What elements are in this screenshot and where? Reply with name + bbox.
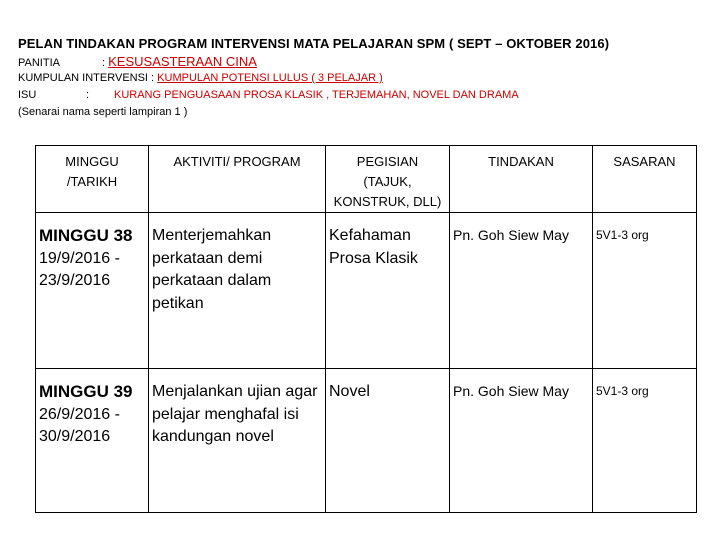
date-start: 26/9/2016 -	[39, 405, 120, 423]
panitia-line	[18, 54, 257, 69]
cell-pegisian: Kefahaman Prosa Klasik	[326, 213, 450, 369]
week-label: MINGGU 39	[39, 382, 133, 401]
header-minggu-line1: MINGGU	[65, 154, 119, 169]
header-tindakan-label: TINDAKAN	[488, 154, 554, 169]
date-start: 19/9/2016 -	[39, 249, 120, 267]
cell-sasaran: 5V1-3 org	[593, 213, 697, 369]
header-tindakan	[450, 146, 593, 213]
header-sasaran	[593, 146, 697, 213]
date-end: 23/9/2016	[39, 272, 111, 289]
date-end: 30/9/2016	[39, 428, 111, 445]
week-label: MINGGU 38	[39, 226, 133, 245]
cell-week-date	[36, 369, 149, 513]
header-pegisian-line3: KONSTRUK, DLL)	[333, 194, 442, 209]
header-pegisian-line2: (TAJUK,	[363, 174, 412, 189]
header-minggu	[36, 146, 149, 213]
header-pegisian	[326, 146, 450, 213]
panitia-value: KESUSASTERAAN CINA	[108, 54, 257, 69]
header-aktiviti-label: AKTIVITI/ PROGRAM	[173, 154, 301, 169]
isu-line	[18, 89, 519, 101]
kumpulan-label: KUMPULAN INTERVENSI :	[18, 72, 155, 84]
panitia-label: PANITIA	[18, 57, 60, 69]
cell-aktiviti: Menjalankan ujian agar pelajar menghafal isi kandungan novel	[149, 369, 326, 513]
header-minggu-line2: /TARIKH	[66, 174, 118, 189]
cell-aktiviti: Menterjemahkan perkataan demi perkataan dalam petikan	[149, 213, 326, 369]
kumpulan-line	[18, 72, 383, 84]
cell-sasaran: 5V1-3 org	[593, 369, 697, 513]
cell-tindakan: Pn. Goh Siew May	[450, 213, 593, 369]
isu-label: ISU	[18, 89, 37, 101]
table-row	[36, 369, 697, 513]
header-aktiviti	[149, 146, 326, 213]
table-header-row	[36, 146, 697, 213]
document-title: PELAN TINDAKAN PROGRAM INTERVENSI MATA PELAJARAN SPM ( SEPT – OKTOBER 2016)	[18, 36, 610, 51]
panitia-separator: :	[102, 57, 106, 69]
cell-pegisian: Novel	[326, 369, 450, 513]
lampiran-note: (Senarai nama seperti lampiran 1 )	[18, 106, 188, 118]
cell-tindakan: Pn. Goh Siew May	[450, 369, 593, 513]
header-pegisian-line1: PEGISIAN	[356, 154, 419, 169]
intervention-plan-table	[35, 145, 697, 513]
header-sasaran-label: SASARAN	[613, 154, 676, 169]
isu-separator: :	[86, 89, 90, 101]
table-row	[36, 213, 697, 369]
kumpulan-value: KUMPULAN POTENSI LULUS ( 3 PELAJAR )	[157, 72, 383, 84]
cell-week-date	[36, 213, 149, 369]
isu-value: KURANG PENGUASAAN PROSA KLASIK , TERJEMAHAN, NOVEL DAN DRAMA	[114, 89, 519, 101]
